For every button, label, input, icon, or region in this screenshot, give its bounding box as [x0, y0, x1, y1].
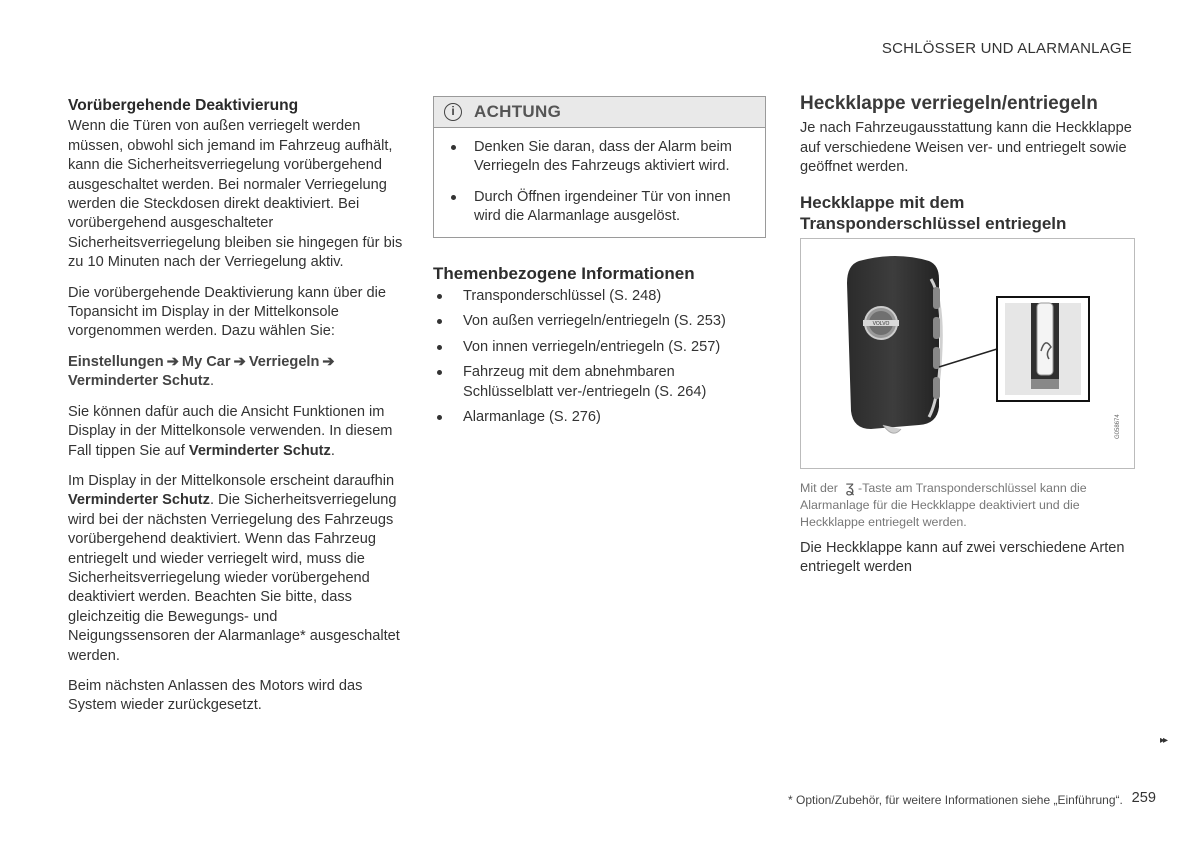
warning-item: Denken Sie daran, dass der Alarm beim Verriegeln des Fahrzeugs aktiviert wird.: [434, 138, 751, 177]
paragraph-display-post: . Die Sicherheitsverriegelung wird bei der nächsten Verriegelung des Fahrzeugs vorübergehend deaktiviert. Wenn das Fahrzeug entriegelt und wieder verriegelt wird, muss die Sicherheitsverriegelung wieder vorübergehend deaktiviert werden. Beachten Sie bitte, dass gleichzeitig die Bewegungs- und Neigungssensoren der Alarmanlage* ausgeschaltet werden.: [68, 492, 400, 664]
path-step-mycar: My Car: [181, 353, 231, 370]
arrow-icon: ➔: [322, 353, 335, 370]
warning-box: [433, 96, 766, 238]
image-code: G058674: [1115, 413, 1121, 439]
heading-temporary-deactivation: Vorübergehende Deaktivierung: [68, 97, 299, 114]
key-fob-illustration: [800, 238, 1135, 469]
related-info-list: [433, 287, 766, 427]
paragraph-intro: Wenn die Türen von außen verriegelt werden müssen, obwohl sich jemand im Fahrzeug aufhält, kann die Sicherheitsverriegelung vorübergehend ausgeschaltet werden. Bei normaler Verriegelung werden die Steckdosen direkt deaktiviert. Bei vorübergehend ausgeschalteter Sicherheitsverriegelung bleiben sie hingegen für bis zu 10 Minuten nach der Verriegelung aktiv.: [68, 118, 403, 271]
paragraph-functions-text: Sie können dafür auch die Ansicht Funktionen im Display in der Mittelkonsole verwenden. In diesem Fall tippen Sie auf: [68, 403, 393, 459]
footnote: * Option/Zubehör, für weitere Informationen siehe „Einführung“.: [788, 793, 1123, 807]
caption-post: -Taste am Transponderschlüssel kann die Alarmanlage für die Heckklappe deaktiviert und die Heckklappe entriegelt werden.: [800, 480, 1087, 529]
paragraph-display-message: [68, 472, 403, 666]
warning-header: [434, 97, 765, 128]
related-link-transponder[interactable]: Transponderschlüssel (S. 248): [433, 287, 766, 306]
path-step-reduced-protection: Verminderter Schutz: [68, 373, 210, 390]
path-end: .: [209, 373, 214, 390]
related-link-lock-inside[interactable]: Von innen verriegeln/entriegeln (S. 257): [433, 338, 766, 357]
caption-pre: Mit der: [800, 480, 838, 495]
arrow-icon: ➔: [233, 353, 246, 370]
related-info-heading: Themenbezogene Informationen: [433, 263, 695, 283]
paragraph-reset: Beim nächsten Anlassen des Motors wird das System wieder zurückgesetzt.: [68, 677, 363, 714]
info-icon: i: [444, 103, 462, 121]
left-column: [68, 96, 403, 727]
volvo-logo-text: VOLVO: [872, 320, 890, 327]
paragraph-two-ways: Die Heckklappe kann auf zwei verschiedene Arten entriegelt werden: [800, 539, 1125, 576]
path-step-settings: Einstellungen: [68, 353, 164, 370]
path-step-lock: Verriegeln: [248, 353, 320, 370]
heading-tailgate-transponder: Heckklappe mit dem Transponderschlüssel entriegeln: [800, 192, 1067, 233]
paragraph-tailgate-intro: Je nach Fahrzeugausstattung kann die Heckklappe auf verschiedene Weisen ver- und entriegelt sowie geöffnet werden.: [800, 120, 1132, 176]
page-number: 259: [1131, 790, 1156, 806]
arrow-icon: ➔: [166, 353, 179, 370]
figure-caption: [800, 479, 1136, 531]
paragraph-functions: [68, 403, 403, 461]
middle-column: [433, 96, 766, 433]
warning-list: [434, 128, 765, 237]
related-link-alarm[interactable]: Alarmanlage (S. 276): [433, 408, 766, 427]
next-page-icon: ▸▸: [1159, 735, 1166, 746]
paragraph-topview: Die vorübergehende Deaktivierung kann über die Topansicht im Display in der Mittelkonsole vorgenommen werden. Dazu wählen Sie:: [68, 284, 387, 340]
reduced-protection-label: Verminderter Schutz: [68, 492, 210, 509]
right-column: [800, 94, 1136, 588]
key-fob-icon: [801, 239, 1134, 468]
warning-title: ACHTUNG: [474, 102, 562, 122]
menu-path: [68, 353, 403, 392]
related-link-key-blade[interactable]: Fahrzeug mit dem abnehmbaren Schlüsselblatt ver-/entriegeln (S. 264): [433, 363, 766, 402]
warning-item: Durch Öffnen irgendeiner Tür von innen wird die Alarmanlage ausgelöst.: [434, 188, 751, 227]
related-link-lock-outside[interactable]: Von außen verriegeln/entriegeln (S. 253): [433, 312, 766, 331]
paragraph-functions-end: .: [330, 442, 335, 459]
reduced-protection-label: Verminderter Schutz: [188, 442, 331, 459]
section-header: SCHLÖSSER UND ALARMANLAGE: [881, 40, 1132, 57]
tailgate-button-icon: ʓ: [845, 478, 855, 496]
paragraph-display-pre: Im Display in der Mittelkonsole erscheint daraufhin: [68, 472, 395, 489]
heading-tailgate: Heckklappe verriegeln/entriegeln: [800, 93, 1098, 114]
